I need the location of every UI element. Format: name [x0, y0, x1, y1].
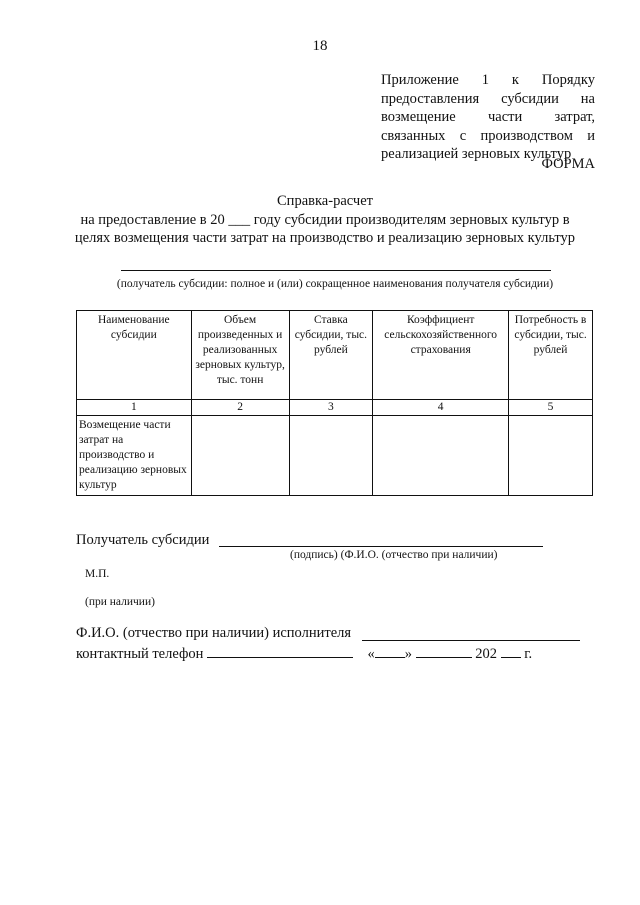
recipient-caption: (получатель субсидии: полное и (или) сокращенное наименования получателя субсидии)	[116, 278, 554, 290]
cell-coefficient[interactable]	[373, 416, 509, 496]
header-rate: Ставка субсидии, тыс. рублей	[289, 311, 373, 400]
header-volume: Объем произведенных и реализованных зерновых культур, тыс. тонн	[191, 311, 289, 400]
document-title	[70, 192, 580, 248]
year-suffix: г.	[524, 646, 533, 662]
cell-rate[interactable]	[289, 416, 373, 496]
column-number-row	[77, 400, 593, 416]
date-close-quote: »	[404, 646, 412, 662]
signature-label: Получатель субсидии	[76, 532, 210, 548]
column-number: 5	[509, 400, 593, 416]
phone-date-row	[76, 643, 532, 663]
table-row	[77, 416, 593, 496]
month-fill-line[interactable]	[416, 643, 472, 658]
cell-volume[interactable]	[191, 416, 289, 496]
recipient-fill-line[interactable]	[121, 270, 551, 271]
year-fill-line[interactable]	[501, 643, 521, 658]
date-open-quote: «	[367, 646, 375, 662]
appendix-reference: Приложение 1 к Порядку предоставления субсидии на возмещение части затрат, связанных с производством и реализацией зерновых культур	[381, 72, 595, 162]
form-label: ФОРМА	[541, 156, 595, 172]
executor-label: Ф.И.О. (отчество при наличии) исполнителя	[76, 625, 352, 641]
column-number: 3	[289, 400, 373, 416]
signature-caption: (подпись) (Ф.И.О. (отчество при наличии)	[290, 549, 498, 561]
column-number: 4	[373, 400, 509, 416]
executor-fill-line[interactable]	[362, 640, 580, 641]
subsidy-calculation-table	[76, 310, 593, 496]
table-header-row	[77, 311, 593, 400]
column-number: 1	[77, 400, 192, 416]
header-subsidy-name: Наименование субсидии	[77, 311, 192, 400]
phone-fill-line[interactable]	[207, 643, 353, 658]
stamp-note: (при наличии)	[85, 596, 155, 608]
page-number: 18	[312, 38, 328, 54]
day-fill-line[interactable]	[375, 643, 405, 658]
header-insurance-coefficient: Коэффициент сельскохозяйственного страхования	[373, 311, 509, 400]
cell-need[interactable]	[509, 416, 593, 496]
column-number: 2	[191, 400, 289, 416]
title-line-2: на предоставление в 20 ___ году субсидии производителям зерновых культур в целях возмещения части затрат на производство и реализацию зерновых культур	[74, 211, 576, 246]
year-prefix: 202	[475, 646, 497, 662]
stamp-label: М.П.	[85, 568, 110, 580]
title-line-1: Справка-расчет	[277, 193, 373, 209]
phone-label: контактный телефон	[76, 646, 204, 662]
signature-fill-line[interactable]	[219, 546, 543, 547]
row-subsidy-name: Возмещение части затрат на производство и реализацию зерновых культур	[77, 416, 192, 496]
header-subsidy-need: Потребность в субсидии, тыс. рублей	[509, 311, 593, 400]
